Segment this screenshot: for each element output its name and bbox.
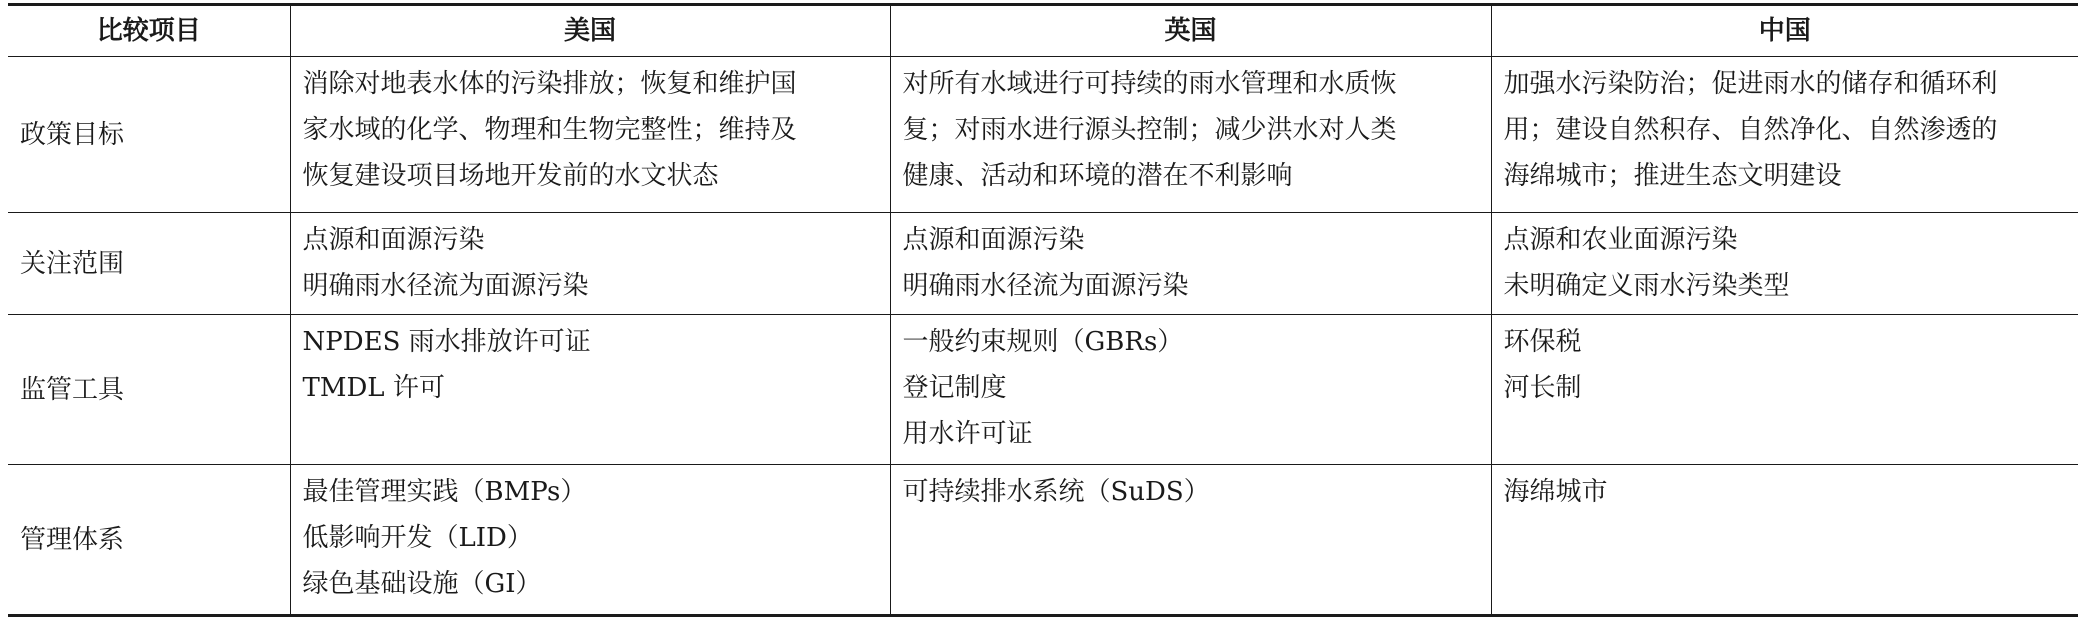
cell-uk bbox=[890, 57, 1491, 213]
cell-line: TMDL 许可 bbox=[302, 373, 445, 403]
cell-usa bbox=[290, 213, 890, 315]
table-row-policy-goals bbox=[8, 57, 2078, 213]
cell-line: 一般约束规则（GBRs） bbox=[902, 327, 1184, 357]
row-label: 监管工具 bbox=[20, 374, 125, 405]
cell-usa bbox=[290, 465, 890, 616]
cell-line: 未明确定义雨水污染类型 bbox=[1503, 271, 1790, 301]
cell-line: 登记制度 bbox=[902, 373, 1007, 403]
cell-usa bbox=[290, 57, 890, 213]
cell-line: 可持续排水系统（SuDS） bbox=[902, 477, 1210, 507]
cell-line: 点源和面源污染 bbox=[902, 225, 1085, 255]
table-row-regulatory-tools bbox=[8, 315, 2078, 465]
table-row-scope bbox=[8, 213, 2078, 315]
cell-line: 消除对地表水体的污染排放；恢复和维护国 bbox=[302, 69, 797, 99]
cell-line: 海绵城市 bbox=[1503, 477, 1608, 507]
cell-china bbox=[1491, 315, 2078, 465]
cell-china bbox=[1491, 57, 2078, 213]
cell-line: 绿色基础设施（GI） bbox=[302, 569, 542, 599]
cell-line: 复；对雨水进行源头控制；减少洪水对人类 bbox=[902, 115, 1397, 145]
header-china: 中国 bbox=[1491, 5, 2078, 57]
cell-line: 最佳管理实践（BMPs） bbox=[302, 477, 587, 507]
header-usa: 美国 bbox=[290, 5, 890, 57]
cell-line: 河长制 bbox=[1503, 373, 1582, 403]
comparison-table bbox=[8, 3, 2078, 617]
row-label: 关注范围 bbox=[20, 248, 125, 279]
table-header bbox=[8, 5, 2078, 57]
header-row bbox=[8, 5, 2078, 57]
cell-line: 对所有水域进行可持续的雨水管理和水质恢 bbox=[902, 69, 1397, 99]
cell-line: 明确雨水径流为面源污染 bbox=[902, 271, 1189, 301]
cell-line: 用；建设自然积存、自然净化、自然渗透的 bbox=[1503, 115, 1998, 145]
cell-line: NPDES 雨水排放许可证 bbox=[302, 327, 591, 357]
cell-line: 家水域的化学、物理和生物完整性；维持及 bbox=[302, 115, 797, 145]
cell-line: 低影响开发（LID） bbox=[302, 523, 533, 553]
cell-line: 加强水污染防治；促进雨水的储存和循环利 bbox=[1503, 69, 1998, 99]
cell-usa bbox=[290, 315, 890, 465]
header-comparison-item: 比较项目 bbox=[96, 16, 201, 46]
cell-line: 明确雨水径流为面源污染 bbox=[302, 271, 589, 301]
cell-line: 健康、活动和环境的潜在不利影响 bbox=[902, 161, 1293, 191]
cell-line: 点源和农业面源污染 bbox=[1503, 225, 1738, 255]
cell-uk bbox=[890, 465, 1491, 616]
cell-china bbox=[1491, 213, 2078, 315]
cell-uk bbox=[890, 213, 1491, 315]
cell-china bbox=[1491, 465, 2078, 616]
cell-line: 海绵城市；推进生态文明建设 bbox=[1503, 161, 1842, 191]
cell-line: 恢复建设项目场地开发前的水文状态 bbox=[302, 161, 719, 191]
cell-line: 环保税 bbox=[1503, 327, 1582, 357]
row-label: 政策目标 bbox=[20, 119, 125, 150]
row-label: 管理体系 bbox=[20, 524, 125, 555]
cell-line: 点源和面源污染 bbox=[302, 225, 485, 255]
table-row-management-system bbox=[8, 465, 2078, 616]
cell-line: 用水许可证 bbox=[902, 419, 1033, 449]
table-body bbox=[8, 57, 2078, 616]
header-uk: 英国 bbox=[890, 5, 1491, 57]
cell-uk bbox=[890, 315, 1491, 465]
